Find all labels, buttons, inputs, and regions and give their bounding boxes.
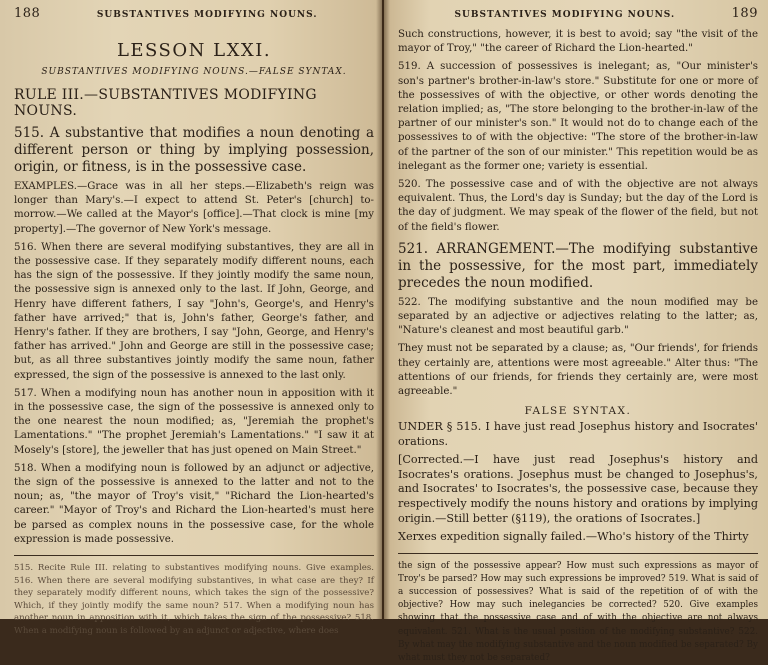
left-page — [0, 0, 382, 637]
footnote-divider-left — [14, 555, 374, 556]
lesson-title: LESSON LXXI. — [116, 40, 272, 61]
rule-title: RULE III.—SUBSTANTIVES MODIFYING NOUNS. — [14, 87, 317, 119]
left-running-head — [14, 6, 374, 24]
page-number-right: 189 — [731, 6, 758, 21]
footnotes-left: 515. Recite Rule III. relating to substantives modifying nouns. Give examples. 516. When there are several modifying substantives, in what case are they? If they separately modify different nouns, which takes the sign of the possessive? Which, if they jointly modify the same noun? 517. When a modifying noun has another noun in apposition with it, which takes the sign of the possessive? 518. When a modifying noun is followed by an adjunct or adjective, where does — [14, 563, 374, 637]
lesson-subheading: SUBSTANTIVES MODIFYING NOUNS.—FALSE SYNTAX. — [41, 67, 347, 77]
right-running-head — [398, 6, 758, 24]
paragraph-517: 517. When a modifying noun has another noun in apposition with it in the possessive case, the sign of the possessive is annexed only to the one nearest the noun modified; as, "Jeremiah the prophet's Lamentations." "The prophet Jeremiah's Lamentations." "I saw it at Mosely's [store], the jeweller that has just opened on Main Street." — [14, 387, 374, 456]
paragraph-516: 516. When there are several modifying substantives, they are all in the possessive case. If they separately modify different nouns, each has the sign of the possessive. If they jointly modify the same noun, the possessive sign is annexed only to the last. If John, George, and Henry have different fathers, I say "John's, George's, and Henry's father have arrived;" that is, John's father, George's father, and Henry's father. If they are brothers, I say "John, George, and Henry's father has arrived." John and George are still in the possessive case; but, as all three substantives jointly modify the same noun, father expressed, the sign of the possessive is annexed to the last only. — [14, 241, 374, 381]
footnotes-right: the sign of the possessive appear? How must such expressions as mayor of Troy's be parsed? How may such expressions be improved? 519. What is said of a succession of possessives? What is said of the repetition of of with the objective? How may such inelegancies be corrected? 520. Give examples showing that the possessive case and of with the objective are not always equivalent. 521. What is the usual position of the modifying substantive? 522. By what may the modifying substantive and the noun modified be separated? By what must they not be separated? — [398, 560, 758, 664]
running-head-title-right: SUBSTANTIVES MODIFYING NOUNS. — [454, 10, 676, 20]
rule-definition: 515. A substantive that modifies a noun denoting a different person or thing by implying possession, origin, or fitness, is in the possessive case. — [14, 125, 374, 175]
paragraph-519: 519. A succession of possessives is inelegant; as, "Our minister's son's partner's brother-in-law's store." Substitute for one or more of the possessives of with the objective, or other words denoting the relation implied; as, "The store belonging to the brother-in-law of the partner of our minister's son." It would not do to change each of the possessives to of with the objective: "The store of the brother-in-law of the partner of the son of our minister." This repetition would be as inelegant as the former one; variety is essential. — [398, 61, 758, 172]
right-page — [384, 0, 768, 664]
examples-paragraph: EXAMPLES.—Grace was in all her steps.—Elizabeth's reign was longer than Mary's.—I expect to attend St. Peter's [church] to-morrow.—We called at the Mayor's [office].—That clock is mine [my property].—The governor of New York's message. — [14, 181, 374, 235]
xerxes-exercise: Xerxes expedition signally failed.—Who's history of the Thirty — [398, 529, 749, 543]
page-number-left: 188 — [14, 6, 41, 21]
paragraph-520: 520. The possessive case and of with the objective are not always equivalent. Thus, the Lord's day is Sunday; but the day of the Lord is the day of judgment. We may speak of the flower of the field, but not of the field's flower. — [398, 179, 758, 233]
under-515-exercise: UNDER § 515. I have just read Josephus history and Isocrates' orations. — [398, 420, 758, 449]
clause-paragraph: They must not be separated by a clause; as, "Our friends', for friends they certainly are, attentions were most agreeable." Alter thus: "The attentions of our friends, for friends they certainly are, were most agreeable." — [398, 343, 758, 398]
paragraph-518: 518. When a modifying noun is followed by an adjunct or adjective, the sign of the possessive is annexed to the latter and not to the noun; as, "the mayor of Troy's visit," "Richard the Lion-hearted's career." "Mayor of Troy's and Richard the Lion-hearted's must here be parsed as complex nouns in the possessive case, for the whole expression is made possessive. — [14, 462, 374, 545]
footnote-divider-right — [398, 553, 758, 554]
running-head-title-left: SUBSTANTIVES MODIFYING NOUNS. — [96, 10, 318, 20]
false-syntax-heading: FALSE SYNTAX. — [524, 405, 632, 418]
paragraph-521-arrangement: 521. ARRANGEMENT.—The modifying substantive in the possessive, for the most part, immediately precedes the noun modified. — [398, 240, 758, 291]
corrected-exercise: [Corrected.—I have just read Josephus's history and Isocrates's orations. Josephus must be changed to Josephus's, and Isocrates' to Isocrates's, the possessive case, because they respectively modify the nouns history and orations by implying origin.—Still better (§119), the orations of Isocrates.] — [398, 452, 758, 526]
continued-paragraph: Such constructions, however, it is best to avoid; say "the visit of the mayor of Troy," "the career of Richard the Lion-hearted." — [398, 29, 758, 55]
book-gutter — [376, 0, 390, 619]
paragraph-522: 522. The modifying substantive and the noun modified may be separated by an adjective or adjectives relating to the latter; as, "Nature's cleanest and most beautiful garb." — [398, 296, 758, 337]
